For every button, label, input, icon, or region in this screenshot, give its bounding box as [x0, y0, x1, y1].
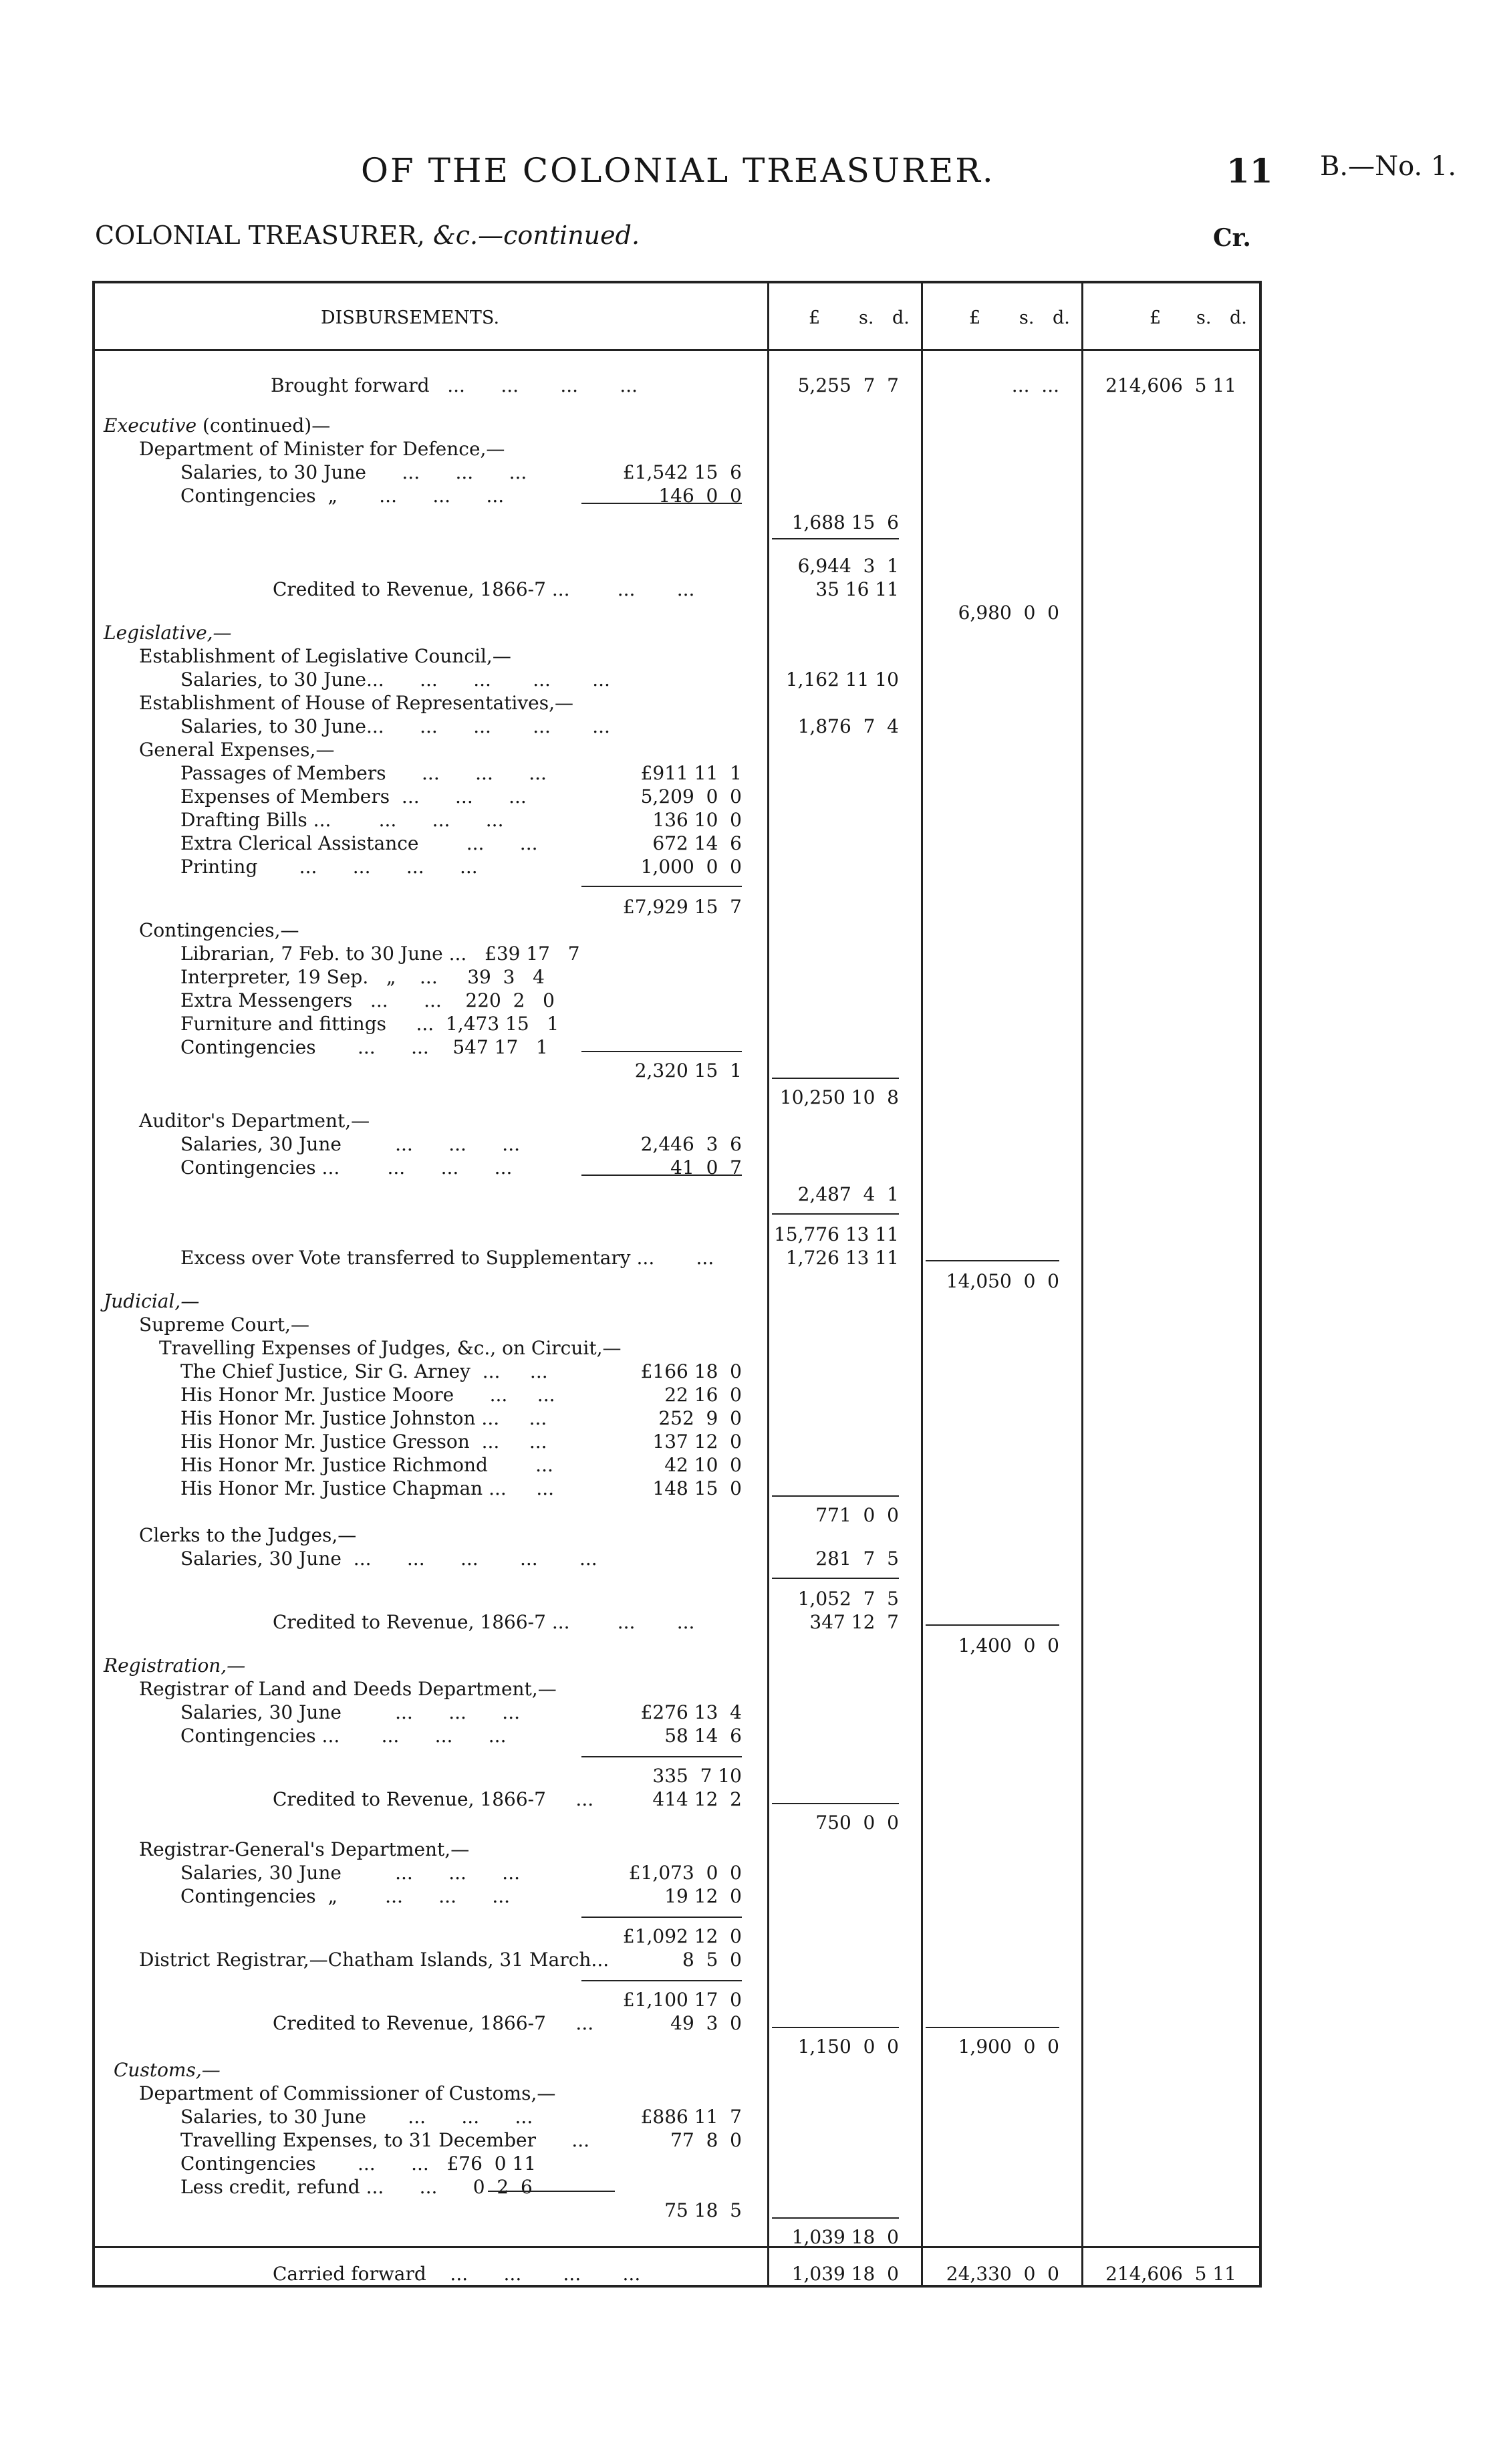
amount-c1: 42 10 0: [664, 1454, 742, 1476]
column-divider: [921, 281, 923, 2288]
line-label: Credited to Revenue, 1866-7 ...: [273, 2012, 594, 2034]
header-rule: [92, 349, 1262, 351]
line-label: His Honor Mr. Justice Chapman ... ...: [180, 1477, 555, 1499]
total-rule: [92, 2246, 1262, 2248]
line-label: Salaries, 30 June ... ... ... ... ...: [180, 1548, 597, 1570]
line-label: Furniture and fittings ... 1,473 15 1: [180, 1013, 559, 1035]
column-header-pounds: £: [969, 307, 981, 328]
line-label: Librarian, 7 Feb. to 30 June ... £39 17 7: [180, 943, 580, 965]
line-label: Credited to Revenue, 1866-7 ...: [273, 1788, 594, 1810]
line-label: Supreme Court,—: [139, 1314, 309, 1336]
line-label: Clerks to the Judges,—: [139, 1524, 357, 1546]
line-label: Travelling Expenses of Judges, &c., on Circuit,—: [159, 1337, 622, 1359]
line-label: District Registrar,—Chatham Islands, 31 March...: [139, 1949, 610, 1971]
line-label: Contingencies,—: [139, 919, 299, 941]
column-header-pounds: £: [1150, 307, 1162, 328]
amount-c1: 148 15 0: [652, 1477, 742, 1499]
amount-c2: 2,487 4 1: [797, 1183, 899, 1205]
line-label: Less credit, refund ... ... 0 2 6: [180, 2176, 533, 2198]
line-label: Establishment of Legislative Council,—: [139, 645, 511, 667]
amount-c1: 335 7 10: [652, 1765, 742, 1787]
amount-c3: 1,900 0 0: [958, 2036, 1059, 2058]
amount-c2: 1,876 7 4: [797, 715, 899, 737]
sum-rule: [581, 886, 742, 887]
line-label: Salaries, to 30 June... ... ... ... ...: [180, 715, 610, 737]
sum-rule: [581, 1980, 742, 1981]
sum-rule: [488, 2191, 615, 2192]
amount-c1: £911 11 1: [640, 762, 742, 784]
amount-c1: £7,929 15 7: [622, 896, 742, 918]
amount-c2: 1,039 18 0: [791, 2263, 899, 2285]
sum-rule: [772, 2027, 899, 2028]
sum-rule: [926, 1624, 1059, 1626]
page-number: 11: [1226, 151, 1273, 191]
line-label: His Honor Mr. Justice Johnston ... ...: [180, 1407, 547, 1429]
line-label: His Honor Mr. Justice Richmond ...: [180, 1454, 553, 1476]
line-label: Registrar of Land and Deeds Department,—: [139, 1678, 557, 1700]
sum-rule: [581, 1175, 742, 1176]
line-label: Department of Minister for Defence,—: [139, 438, 505, 460]
amount-c1: 22 16 0: [664, 1384, 742, 1406]
sum-rule: [772, 538, 899, 539]
line-label: The Chief Justice, Sir G. Arney ... ...: [180, 1360, 548, 1382]
line-label: Registration,—: [104, 1654, 246, 1677]
amount-c2: 35 16 11: [815, 578, 899, 600]
line-label: Contingencies ... ... ... ...: [180, 1725, 507, 1747]
line-label: Salaries, to 30 June ... ... ...: [180, 461, 527, 483]
amount-c4: 214,606 5 11: [1105, 2263, 1236, 2285]
amount-c2: 750 0 0: [815, 1812, 899, 1834]
sum-rule: [772, 1213, 899, 1215]
amount-c1: 19 12 0: [664, 1885, 742, 1907]
line-label: Contingencies „ ... ... ...: [180, 485, 505, 507]
amount-c2: 347 12 7: [809, 1611, 899, 1633]
line-label: Registrar-General's Department,—: [139, 1838, 470, 1860]
page-subtitle: [95, 221, 640, 250]
amount-c2: 1,052 7 5: [797, 1588, 899, 1610]
line-label-italic: Executive: [104, 414, 197, 437]
line-label: Credited to Revenue, 1866-7 ... ... ...: [273, 578, 695, 600]
line-label: His Honor Mr. Justice Moore ... ...: [180, 1384, 555, 1406]
column-header-pence: d.: [892, 307, 910, 328]
line-label: Carried forward ... ... ... ...: [273, 2263, 641, 2285]
amount-c1: £1,542 15 6: [622, 461, 742, 483]
line-label: Judicial,—: [104, 1290, 200, 1312]
amount-c2: 1,039 18 0: [791, 2226, 899, 2248]
column-header-shillings: s.: [859, 307, 874, 328]
amount-c1: £1,100 17 0: [622, 1989, 742, 2011]
line-label: Contingencies ... ... £76 0 11: [180, 2152, 537, 2175]
amount-c1: 8 5 0: [682, 1949, 742, 1971]
line-label: [104, 414, 330, 437]
line-label: His Honor Mr. Justice Gresson ... ...: [180, 1431, 547, 1453]
sum-rule: [926, 1260, 1059, 1261]
line-label: Customs,—: [114, 2059, 221, 2081]
sum-rule: [772, 2217, 899, 2219]
column-divider: [767, 281, 769, 2288]
amount-c1: 41 0 7: [670, 1156, 742, 1179]
line-label: Extra Messengers ... ... 220 2 0: [180, 989, 555, 1011]
document-reference: B.—No. 1.: [1320, 151, 1457, 182]
subtitle-main: COLONIAL TREASURER,: [95, 221, 433, 250]
line-label: Expenses of Members ... ... ...: [180, 785, 527, 808]
amount-c2: 5,255 7 7: [797, 374, 899, 396]
line-label: Extra Clerical Assistance ... ...: [180, 832, 538, 854]
amount-c1: 49 3 0: [670, 2012, 742, 2034]
column-header-pounds: £: [809, 307, 821, 328]
line-label: Contingencies „ ... ... ...: [180, 1885, 511, 1907]
amount-c1: 5,209 0 0: [640, 785, 742, 808]
line-label: Salaries, 30 June ... ... ...: [180, 1862, 521, 1884]
subtitle-italic: &c.—continued.: [432, 221, 640, 250]
line-label: Salaries, to 30 June ... ... ...: [180, 2106, 533, 2128]
line-label: Drafting Bills ... ... ... ...: [180, 809, 504, 831]
amount-c2: 281 7 5: [815, 1548, 899, 1570]
amount-c1: £886 11 7: [640, 2106, 742, 2128]
line-label: Printing ... ... ... ...: [180, 856, 478, 878]
amount-c1: £1,073 0 0: [628, 1862, 742, 1884]
amount-c2: 771 0 0: [815, 1504, 899, 1526]
amount-c2: 6,944 3 1: [797, 555, 899, 577]
line-label-rest: (continued)—: [196, 414, 331, 437]
line-label: Salaries, 30 June ... ... ...: [180, 1701, 521, 1723]
sum-rule: [772, 1078, 899, 1079]
column-header-pence: d.: [1053, 307, 1070, 328]
amount-c1: 137 12 0: [652, 1431, 742, 1453]
line-label: Interpreter, 19 Sep. „ ... 39 3 4: [180, 966, 545, 988]
sum-rule: [581, 1756, 742, 1757]
sum-rule: [926, 2027, 1059, 2028]
sum-rule: [772, 1578, 899, 1579]
amount-c2: 1,150 0 0: [797, 2036, 899, 2058]
amount-c4: 214,606 5 11: [1105, 374, 1236, 396]
line-label: Legislative,—: [104, 622, 232, 644]
amount-c1: £1,092 12 0: [622, 1925, 742, 1947]
line-label: General Expenses,—: [139, 739, 335, 761]
sum-rule: [772, 1803, 899, 1804]
amount-c3: 6,980 0 0: [958, 602, 1059, 624]
amount-c1: 75 18 5: [664, 2199, 742, 2221]
amount-c1: 77 8 0: [670, 2129, 742, 2151]
line-label: Excess over Vote transferred to Supplementary ... ...: [180, 1247, 714, 1269]
credit-side-label: Cr.: [1213, 224, 1251, 252]
amount-c1: 672 14 6: [652, 832, 742, 854]
line-label: Contingencies ... ... ... ...: [180, 1156, 513, 1179]
sum-rule: [581, 1051, 742, 1052]
amount-c1: 414 12 2: [652, 1788, 742, 1810]
sum-rule: [581, 1917, 742, 1918]
line-label: Travelling Expenses, to 31 December ...: [180, 2129, 590, 2151]
line-label: Contingencies ... ... 547 17 1: [180, 1036, 548, 1058]
column-header-pence: d.: [1230, 307, 1247, 328]
amount-c3: ... ...: [1011, 374, 1059, 396]
amount-c1: 136 10 0: [652, 809, 742, 831]
amount-c1: 2,320 15 1: [634, 1060, 742, 1082]
line-label: Credited to Revenue, 1866-7 ... ... ...: [273, 1611, 695, 1633]
line-label: Department of Commissioner of Customs,—: [139, 2082, 556, 2104]
running-title: OF THE COLONIAL TREASURER.: [361, 151, 995, 190]
line-label: Establishment of House of Representatives,—: [139, 692, 574, 714]
line-label: Salaries, to 30 June... ... ... ... ...: [180, 668, 610, 691]
amount-c1: £166 18 0: [640, 1360, 742, 1382]
column-header-disbursements: DISBURSEMENTS.: [321, 307, 500, 328]
amount-c1: £276 13 4: [640, 1701, 742, 1723]
amount-c1: 1,000 0 0: [640, 856, 742, 878]
amount-c3: 1,400 0 0: [958, 1634, 1059, 1656]
line-label: Auditor's Department,—: [139, 1110, 370, 1132]
column-header-shillings: s.: [1196, 307, 1212, 328]
amount-c3: 24,330 0 0: [946, 2263, 1059, 2285]
sum-rule: [772, 1495, 899, 1497]
amount-c1: 146 0 0: [658, 485, 742, 507]
amount-c1: 252 9 0: [658, 1407, 742, 1429]
amount-c2: 10,250 10 8: [779, 1086, 899, 1108]
amount-c2: 1,162 11 10: [785, 668, 899, 691]
sum-rule: [581, 503, 742, 504]
amount-c2: 15,776 13 11: [773, 1223, 899, 1245]
line-label: Passages of Members ... ... ...: [180, 762, 547, 784]
amount-c3: 14,050 0 0: [946, 1270, 1059, 1292]
line-label: Brought forward ... ... ... ...: [271, 374, 638, 396]
amount-c1: 58 14 6: [664, 1725, 742, 1747]
amount-c1: 2,446 3 6: [640, 1133, 742, 1155]
amount-c2: 1,688 15 6: [791, 511, 899, 533]
column-divider: [1081, 281, 1083, 2288]
amount-c2: 1,726 13 11: [785, 1247, 899, 1269]
column-header-shillings: s.: [1019, 307, 1035, 328]
line-label: Salaries, 30 June ... ... ...: [180, 1133, 521, 1155]
